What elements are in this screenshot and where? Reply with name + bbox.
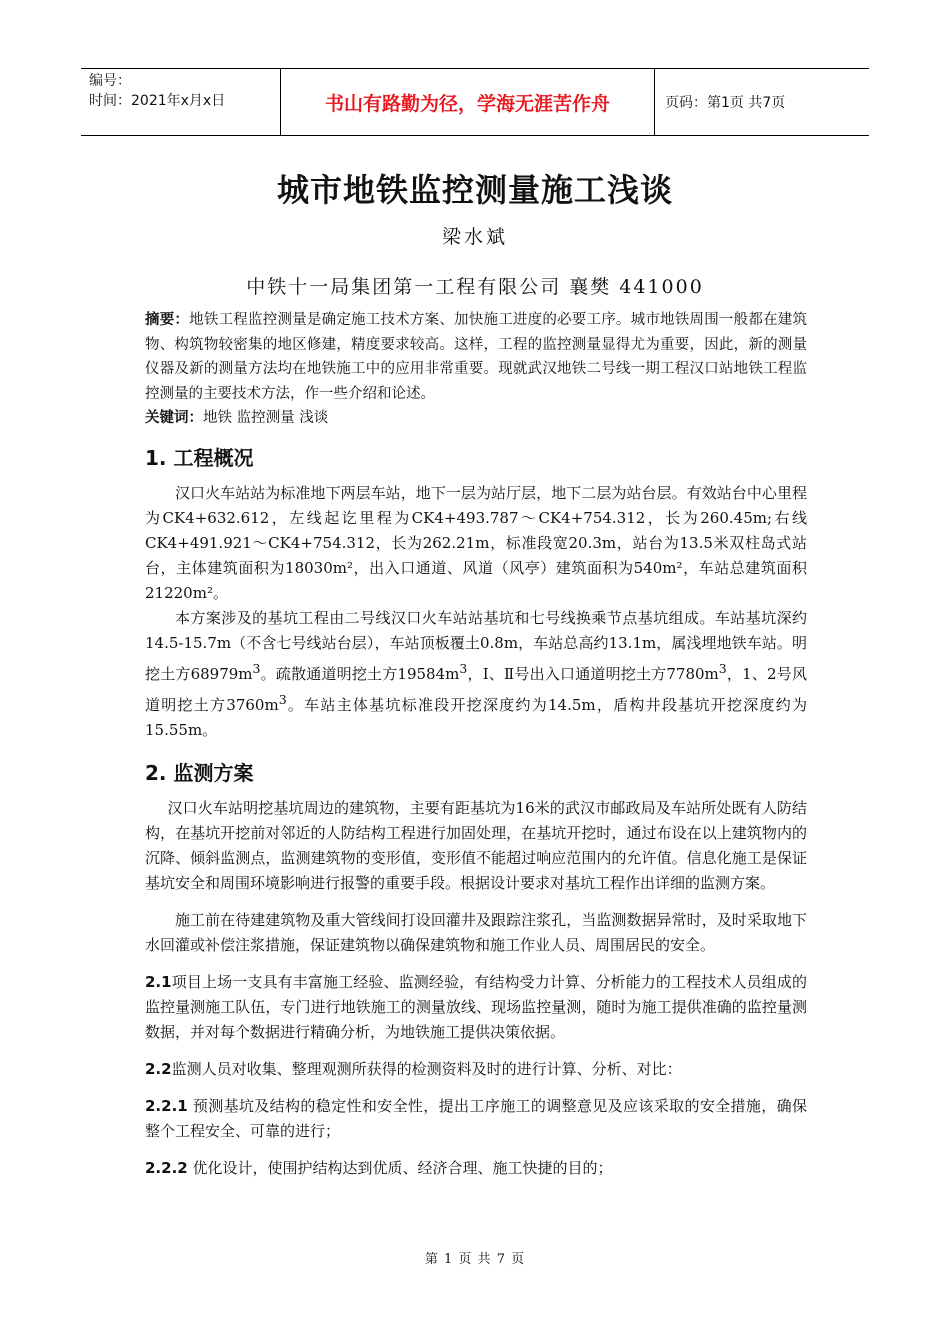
doc-number-label: 编号：	[89, 73, 131, 89]
page-footer: 第 1 页 共 7 页	[424, 1252, 526, 1267]
keywords-text: 地铁 监控测量 浅谈	[203, 410, 329, 426]
keywords-label: 关键词：	[145, 410, 203, 426]
section-1-paragraph-1: 汉口火车站站为标准地下两层车站，地下一层为站厅层，地下二层为站台层。有效站台中心里程为CK4+632.612，左线起讫里程为CK4+493.787～CK4+754.312，长为260.45m;右线CK4+491.921～CK4+754.312，长为262.21m，标准段宽20.3m，站台为13.5米双柱岛式站台，主体建筑面积为18030m²，出入口通道、风道（风亭）建筑面积为540m²，车站总建筑面积21220m²。	[145, 484, 807, 602]
section-2-paragraph-2: 施工前在待建建筑物及重大管线间打设回灌井及跟踪注浆孔，当监测数据异常时，及时采取地下水回灌或补偿注浆措施，保证建筑物以确保建筑物和施工作业人员、周围居民的安全。	[145, 911, 807, 954]
abstract-label: 摘要：	[145, 312, 190, 328]
header-meta	[81, 69, 281, 135]
section-heading-2: 2. 监测方案	[145, 761, 254, 785]
item-2-2-2: 2.2.2 优化设计，使围护结构达到优质、经济合理、施工快捷的目的；	[145, 1159, 613, 1177]
author-name: 梁水斌	[441, 226, 508, 248]
page-title: 城市地铁监控测量施工浅谈	[276, 171, 673, 209]
section-1-paragraph-2: 本方案涉及的基坑工程由二号线汉口火车站站基坑和七号线换乘节点基坑组成。车站基坑深约14.5-15.7m（不含七号线站台层），车站顶板覆土0.8m，车站总高约13.1m，属浅埋地铁车站。明挖土方$68979m^3$。疏散通道明挖土方$19584m^3$，Ⅰ、Ⅱ号出入口通道明挖土方$7780m^3$，1、2号风道明挖土方$3760m^3$。车站主体基坑标准段开挖深度约为14.5m，盾构井段基坑开挖深度约为15.55m。	[145, 609, 807, 739]
author-organization: 中铁十一局集团第一工程有限公司 襄樊 441000	[246, 276, 704, 298]
abstract-text: 地铁工程监控测量是确定施工技术方案、加快施工进度的必要工序。城市地铁周围一般都在建筑物、构筑物较密集的地区修建，精度要求较高。这样，工程的监控测量显得尤为重要，因此，新的测量仪器及新的测量方法均在地铁施工中的应用非常重要。现就武汉地铁二号线一期工程汉口站地铁工程监控测量的主要技术方法，作一些介绍和论述。	[145, 312, 808, 402]
item-2-1: 2.1项目上场一支具有丰富施工经验、监测经验，有结构受力计算、分析能力的工程技术人员组成的监控量测施工队伍，专门进行地铁施工的测量放线、现场监控量测，随时为施工提供准确的监控量测数据，并对每个数据进行精确分析，为地铁施工提供决策依据。	[145, 973, 807, 1041]
keywords-line	[145, 406, 807, 430]
header-table	[81, 68, 869, 136]
abstract-paragraph	[145, 308, 807, 406]
header-motto: 书山有路勤为径，学海无涯苦作舟	[281, 69, 655, 135]
section-2-paragraph-1: 汉口火车站明挖基坑周边的建筑物，主要有距基坑为16米的武汉市邮政局及车站所处既有人防结构，在基坑开挖前对邻近的人防结构工程进行加固处理，在基坑开挖时，通过布设在以上建筑物内的沉降、倾斜监测点，监测建筑物的变形值，变形值不能超过响应范围内的允许值。信息化施工是保证基坑安全和周围环境影响进行报警的重要手段。根据设计要求对基坑工程作出详细的监测方案。	[145, 799, 807, 892]
item-2-2: 2.2监测人员对收集、整理观测所获得的检测资料及时的进行计算、分析、对比：	[145, 1060, 682, 1078]
section-heading-1: 1. 工程概况	[145, 446, 254, 470]
document-body	[145, 308, 807, 1181]
doc-time-label: 时间：2021年x月x日	[89, 93, 226, 109]
header-page-info: 页码：第1页 共7页	[665, 95, 786, 111]
item-2-2-1: 2.2.1 预测基坑及结构的稳定性和安全性，提出工序施工的调整意见及应该采取的安全措施，确保整个工程安全、可靠的进行；	[145, 1097, 807, 1140]
